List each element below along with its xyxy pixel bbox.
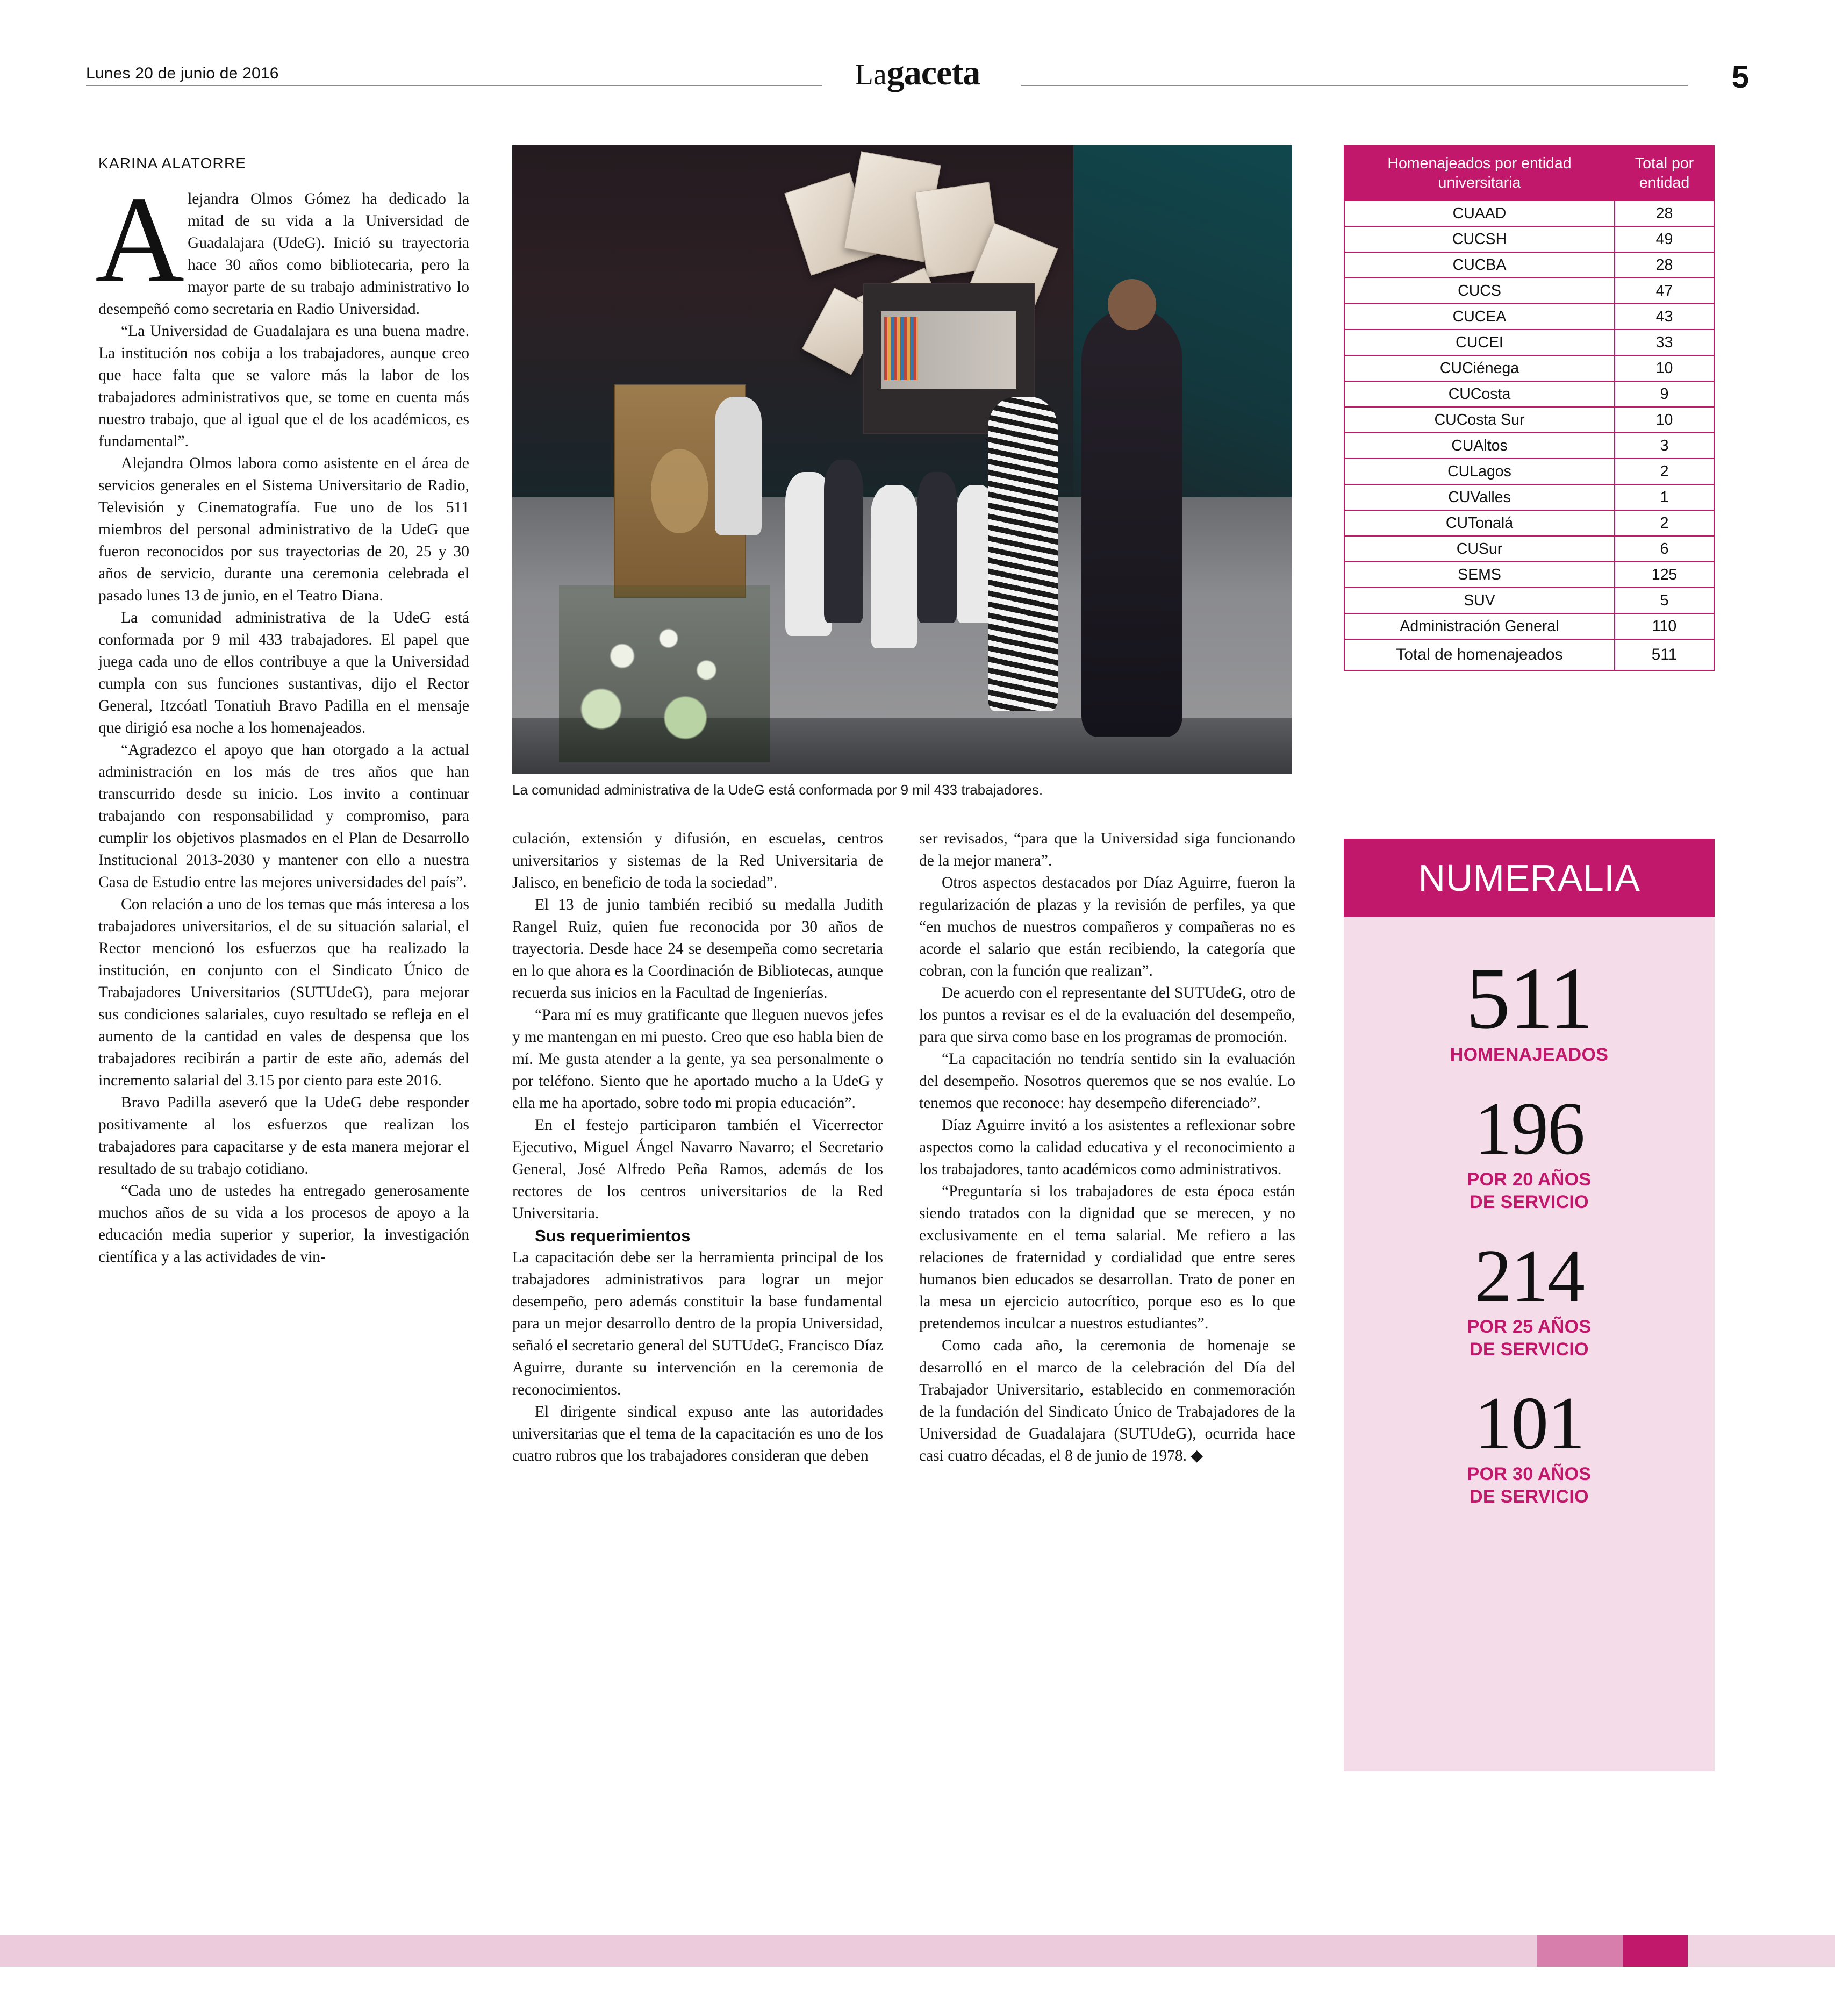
table-cell-entity: CUAAD bbox=[1344, 201, 1615, 226]
paragraph-text: “La Universidad de Guadalajara es una buena madre. La institución nos cobija a los trabajadores, aunque creo que hace falta que se valore más la labor de los trabajadores administrativos que, se tome en cuenta más nuestro trabajo, que al igual que el de los académicos, es fundamental”. bbox=[98, 323, 469, 450]
table-cell-entity: CUCosta bbox=[1344, 381, 1615, 407]
table-row bbox=[1344, 536, 1714, 562]
table-cell-entity: CUCEI bbox=[1344, 330, 1615, 355]
section-subheading: Sus requerimientos bbox=[535, 1226, 691, 1245]
paragraph-text: culación, extensión y difusión, en escuelas, centros universitarios y sistemas de la Red Universitaria de Jalisco, en beneficio de toda la sociedad”. bbox=[512, 830, 883, 891]
numeralia-value: 511 bbox=[1466, 949, 1593, 1047]
table-cell-total: 28 bbox=[1615, 252, 1714, 278]
paragraph-text: “Agradezco el apoyo que han otorgado a la actual administración en los más de tres años que han transcurrido desde su inicio. Los invito a continuar trabajando con responsabilidad y compromiso, para cumplir los objetivos plasmados en el Plan de Desarrollo Institucional 2013-2030 y mantener con ello a nuestra Casa de Estudio entre las mejores universidades del país”. bbox=[98, 741, 469, 891]
photo-attendee bbox=[824, 460, 863, 623]
paragraph bbox=[512, 1004, 883, 1114]
table-cell-total: 49 bbox=[1615, 226, 1714, 252]
issue-date: Lunes 20 de junio de 2016 bbox=[86, 65, 279, 82]
paragraph-text: Díaz Aguirre invitó a los asistentes a reflexionar sobre aspectos como la calidad educativa y el reconocimiento a los trabajadores, tanto académicos como administrativos. bbox=[919, 1117, 1295, 1178]
paragraph bbox=[512, 828, 883, 894]
numeralia-label bbox=[1344, 1463, 1715, 1508]
footer-bar bbox=[0, 1935, 1537, 1967]
article-photo-block bbox=[512, 145, 1292, 798]
table-cell-entity: CUTonalá bbox=[1344, 510, 1615, 536]
table-total-label: Total de homenajeados bbox=[1344, 639, 1615, 670]
table-cell-entity: CUAltos bbox=[1344, 433, 1615, 459]
numeralia-label-line: DE SERVICIO bbox=[1470, 1192, 1589, 1212]
photo-speaker bbox=[715, 397, 762, 535]
paragraph bbox=[512, 1247, 883, 1401]
table-cell-total: 9 bbox=[1615, 381, 1714, 407]
table-cell-entity: CUValles bbox=[1344, 484, 1615, 510]
paragraph bbox=[95, 171, 469, 320]
numeralia-label-line: DE SERVICIO bbox=[1470, 1486, 1589, 1507]
footer-bar bbox=[1688, 1935, 1835, 1967]
numeralia-title: NUMERALIA bbox=[1344, 839, 1715, 917]
photo-attendee bbox=[917, 472, 957, 623]
photo-floral-arrangement bbox=[559, 585, 770, 762]
table-cell-entity: SEMS bbox=[1344, 562, 1615, 588]
table-cell-entity: CUCSH bbox=[1344, 226, 1615, 252]
paragraph-text: Alejandra Olmos labora como asistente en el área de servicios generales en el Sistema Universitario de Radio, Televisión y Cinematografía. Fue uno de los 511 miembros del personal administrativo de la UdeG que fueron reconocidos por sus trayectorias de 20, 25 y 30 años de servicio, durante una ceremonia celebrada el pasado lunes 13 de junio, en el Teatro Diana. bbox=[98, 455, 469, 604]
header-rule-right bbox=[1021, 85, 1688, 86]
paragraph-text: Bravo Padilla aseveró que la UdeG debe responder positivamente al los esfuerzos que realizan los trabajadores para capacitarse y de esta manera mejorar el resultado de su trabajo cotidiano. bbox=[98, 1094, 469, 1177]
article-column-3 bbox=[919, 828, 1295, 1467]
table-cell-total: 2 bbox=[1615, 459, 1714, 484]
photo-honoree bbox=[1081, 309, 1183, 737]
paragraph-text: Con relación a uno de los temas que más interesa a los trabajadores universitarios, el de su situación salarial, el Rector mencionó los esfuerzos que ha realizado la institución, en conjunto con el Sindicato Único de Trabajadores Universitarios (SUTUdeG), para mejorar sus condiciones salariales, cuyo resultado se refleja en el aumento de la cantidad en vales de despensa que los trabajadores recibirán a partir de este año, además del incremento salarial del 3.15 por ciento para este 2016. bbox=[98, 896, 469, 1089]
paragraph bbox=[98, 739, 469, 893]
numeralia-value: 101 bbox=[1474, 1382, 1584, 1465]
table-total-value: 511 bbox=[1615, 639, 1714, 670]
table-cell-total: 6 bbox=[1615, 536, 1714, 562]
paragraph bbox=[98, 893, 469, 1092]
numeralia-panel bbox=[1344, 839, 1715, 1771]
homenajeados-table bbox=[1344, 145, 1715, 671]
table-cell-total: 33 bbox=[1615, 330, 1714, 355]
paragraph bbox=[919, 1048, 1295, 1114]
numeralia-item bbox=[1344, 949, 1715, 1066]
table-cell-entity: CUCS bbox=[1344, 278, 1615, 304]
numeralia-label-line: POR 30 AÑOS bbox=[1467, 1464, 1592, 1484]
paragraph-text: Otros aspectos destacados por Díaz Aguirre, fueron la regularización de plazas y la revisión de perfiles, ya que “en muchos de nuestros compañeros y compañeras no es acorde el salario que están recibiendo, la categoría que cobran, con la función que realizan”. bbox=[919, 874, 1295, 980]
numeralia-label: HOMENAJEADOS bbox=[1450, 1045, 1609, 1065]
table-cell-entity: SUV bbox=[1344, 588, 1615, 613]
paragraph bbox=[919, 872, 1295, 982]
numeralia-label bbox=[1344, 1168, 1715, 1213]
table-row bbox=[1344, 381, 1714, 407]
table-cell-total: 43 bbox=[1615, 304, 1714, 330]
paragraph bbox=[98, 1092, 469, 1180]
paragraph bbox=[919, 982, 1295, 1048]
table-row bbox=[1344, 355, 1714, 381]
table-row bbox=[1344, 588, 1714, 613]
paragraph bbox=[512, 894, 883, 1004]
masthead-gaceta: gaceta bbox=[886, 53, 980, 92]
paragraph-text: La capacitación debe ser la herramienta principal de los trabajadores administrativos para lograr un mejor desempeño, pero además constituir la base fundamental para un mejor desarrollo dentro de la propia Universidad, señaló el secretario general del SUTUdeG, Francisco Díaz Aguirre, durante su intervención en la ceremonia de reconocimientos. bbox=[512, 1249, 883, 1398]
table-cell-total: 10 bbox=[1615, 407, 1714, 433]
table-cell-total: 3 bbox=[1615, 433, 1714, 459]
table-row bbox=[1344, 562, 1714, 588]
footer-bar bbox=[1537, 1935, 1623, 1967]
page-number: 5 bbox=[1731, 60, 1749, 95]
table-row bbox=[1344, 510, 1714, 536]
paragraph bbox=[512, 1114, 883, 1225]
table-total-row bbox=[1344, 639, 1714, 670]
page-header bbox=[0, 0, 1835, 116]
table-row bbox=[1344, 226, 1714, 252]
photo-attendee-striped-dress bbox=[988, 397, 1058, 711]
paragraph-text: En el festejo participaron también el Vicerrector Ejecutivo, Miguel Ángel Navarro Navarro; el Secretario General, José Alfredo Peña Ramos, además de los rectores de los centros universitarios de la Red Universitaria. bbox=[512, 1117, 883, 1222]
numeralia-item bbox=[1344, 1382, 1715, 1508]
article-column-1 bbox=[95, 171, 469, 1268]
homenajeados-table-block bbox=[1344, 145, 1715, 671]
paragraph-text: “Preguntaría si los trabajadores de esta época están siendo tratados con la dignidad que se merecen, y no exclusivamente en el tema salarial. Me refiero a las relaciones de fraternidad y cordialidad que entre seres humanos bien educados se desarrollan. Trato de poner en la mesa un ejercicio autocrítico, porque eso es lo que pretendemos inculcar a nuestros estudiantes”. bbox=[919, 1183, 1295, 1332]
table-header-entity: Homenajeados por entidad universitaria bbox=[1344, 146, 1615, 201]
table-row bbox=[1344, 459, 1714, 484]
numeralia-item bbox=[1344, 1087, 1715, 1213]
table-cell-entity: CUCEA bbox=[1344, 304, 1615, 330]
table-header-row bbox=[1344, 146, 1714, 201]
table-cell-total: 1 bbox=[1615, 484, 1714, 510]
table-row bbox=[1344, 613, 1714, 639]
paragraph bbox=[512, 1401, 883, 1467]
table-row bbox=[1344, 330, 1714, 355]
drop-cap: A bbox=[95, 171, 185, 308]
table-cell-total: 2 bbox=[1615, 510, 1714, 536]
masthead bbox=[0, 53, 1835, 94]
numeralia-value: 214 bbox=[1474, 1234, 1584, 1318]
numeralia-label-line: DE SERVICIO bbox=[1470, 1339, 1589, 1360]
paragraph bbox=[919, 1335, 1295, 1467]
paragraph-text: El dirigente sindical expuso ante las autoridades universitarias que el tema de la capacitación es uno de los cuatro rubros que los trabajadores consideran que deben bbox=[512, 1403, 883, 1464]
table-row bbox=[1344, 484, 1714, 510]
numeralia-value: 196 bbox=[1474, 1087, 1584, 1170]
article-column-2 bbox=[512, 828, 883, 1467]
paragraph-text: De acuerdo con el representante del SUTUdeG, otro de los puntos a revisar es el de la evaluación del desempeño, para que sirva como base en los programas de promoción. bbox=[919, 984, 1295, 1046]
photo-caption: La comunidad administrativa de la UdeG está conformada por 9 mil 433 trabajadores. bbox=[512, 782, 1043, 798]
masthead-la: La bbox=[855, 58, 887, 91]
table-header-total: Total por entidad bbox=[1615, 146, 1714, 201]
paragraph-text: lejandra Olmos Gómez ha dedicado la mitad de su vida a la Universidad de Guadalajara (UdeG). Inició su trayectoria hace 30 años como bibliotecaria, pero la mayor parte de su trabajo administrativo lo desempeñó como secretaria en Radio Universidad. bbox=[98, 190, 469, 318]
table-cell-entity: CUSur bbox=[1344, 536, 1615, 562]
footer-decoration bbox=[0, 1908, 1835, 2016]
paragraph-text: “Para mí es muy gratificante que lleguen nuevos jefes y me mantengan en mi puesto. Creo que eso habla bien de mí. Me gusta atender a la gente, ya sea personalmente o por teléfono. Siento que he aportado mucho a la UdeG y ella me ha aportado, sobre todo mi propia educación”. bbox=[512, 1006, 883, 1112]
table-cell-total: 125 bbox=[1615, 562, 1714, 588]
table-cell-entity: CUCiénega bbox=[1344, 355, 1615, 381]
table-row bbox=[1344, 278, 1714, 304]
byline: KARINA ALATORRE bbox=[98, 155, 247, 171]
paragraph bbox=[919, 1181, 1295, 1335]
paragraph-text: “Cada uno de ustedes ha entregado generosamente muchos años de su vida a los procesos de apoyo a la educación media superior y superior, la investigación científica y a las actividades de vin- bbox=[98, 1182, 469, 1266]
table-row bbox=[1344, 304, 1714, 330]
paragraph bbox=[98, 320, 469, 453]
paragraph-text: El 13 de junio también recibió su medalla Judith Rangel Ruiz, quien fue reconocida por 30 años de trayectoria. Desde hace 24 se desempeña como secretaria en lo que ahora es la Coordinación de Bibliotecas, aunque recuerda sus inicios en la Facultad de Ingenierías. bbox=[512, 896, 883, 1002]
numeralia-label-line: POR 20 AÑOS bbox=[1467, 1169, 1592, 1190]
table-cell-total: 110 bbox=[1615, 613, 1714, 639]
paragraph-text: La comunidad administrativa de la UdeG está conformada por 9 mil 433 trabajadores. El papel que juega cada uno de ellos contribuye a que la Universidad cumpla con sus funciones sustantivas, dijo el Rector General, Itzcóatl Tonatiuh Bravo Padilla en el mensaje que dirigió esa noche a los homenajeados. bbox=[98, 609, 469, 737]
paragraph bbox=[919, 828, 1295, 872]
table-cell-total: 47 bbox=[1615, 278, 1714, 304]
table-cell-entity: CUCosta Sur bbox=[1344, 407, 1615, 433]
paragraph bbox=[98, 453, 469, 607]
numeralia-label-line: POR 25 AÑOS bbox=[1467, 1317, 1592, 1337]
paragraph bbox=[98, 607, 469, 739]
table-cell-entity: CULagos bbox=[1344, 459, 1615, 484]
numeralia-item bbox=[1344, 1234, 1715, 1361]
paragraph-text: Como cada año, la ceremonia de homenaje se desarrolló en el marco de la celebración del Día del Trabajador Universitario, establecido en conmemoración de la fundación del Sindicato Único de Trabajadores de la Universidad de Guadalajara (SUTUdeG), ocurrida hace casi cuatro décadas, el 8 de junio de 1978. ◆ bbox=[919, 1337, 1295, 1464]
table-cell-total: 10 bbox=[1615, 355, 1714, 381]
table-row bbox=[1344, 252, 1714, 278]
paragraph-text: ser revisados, “para que la Universidad siga funcionando de la mejor manera”. bbox=[919, 830, 1295, 869]
table-row bbox=[1344, 201, 1714, 226]
table-row bbox=[1344, 407, 1714, 433]
paragraph-text: “La capacitación no tendría sentido sin la evaluación del desempeño. Nosotros queremos que se nos evalúe. Lo tenemos que reconoce: hay desempeño diferenciado”. bbox=[919, 1050, 1295, 1112]
table-cell-total: 28 bbox=[1615, 201, 1714, 226]
paragraph bbox=[919, 1114, 1295, 1181]
table-cell-entity: CUCBA bbox=[1344, 252, 1615, 278]
table-cell-entity: Administración General bbox=[1344, 613, 1615, 639]
table-cell-total: 5 bbox=[1615, 588, 1714, 613]
numeralia-label bbox=[1344, 1316, 1715, 1361]
header-rule-left bbox=[86, 85, 822, 86]
table-row bbox=[1344, 433, 1714, 459]
footer-bar-accent bbox=[1623, 1935, 1688, 1967]
photo-attendee bbox=[871, 485, 917, 648]
ceremony-photo bbox=[512, 145, 1292, 774]
paragraph bbox=[98, 1180, 469, 1268]
